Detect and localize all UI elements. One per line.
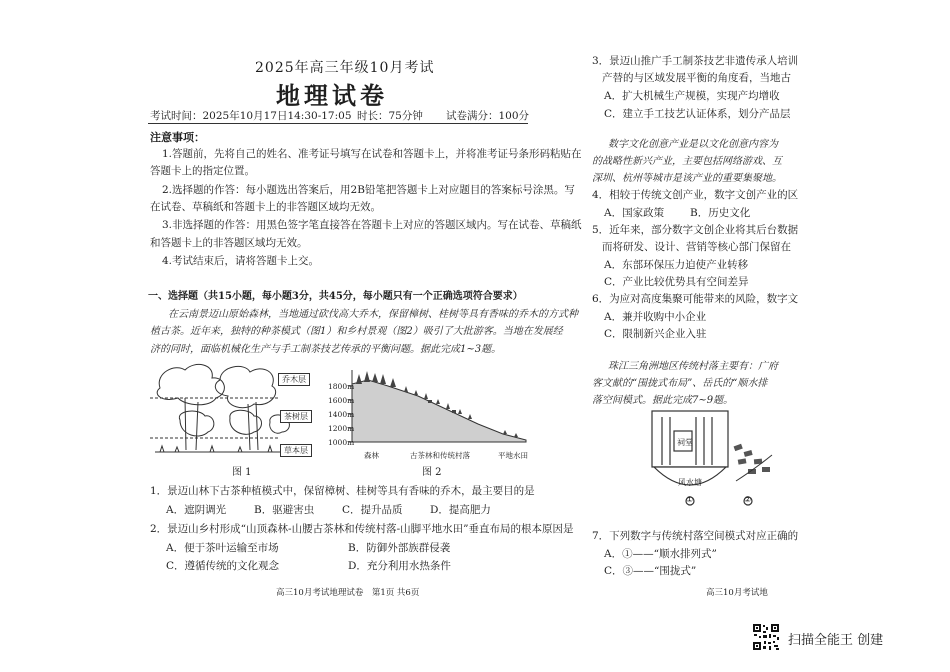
question-7-stem: 7．下列数字与传统村落空间模式对应正确的 [592, 530, 799, 542]
notice-line: 2.选择题的作答：每小题选出答案后，用2B铅笔把答题卡上对应题目的答案标号涂黑。写 [162, 184, 575, 196]
question-2-option: D．充分利用水热条件 [348, 560, 451, 572]
zone-label-paddy: 平地水田 [498, 451, 528, 460]
notice-line: 和答题卡上的非答题区域均无效。 [150, 237, 308, 249]
subject-title: 地理试卷 [276, 81, 388, 110]
altitude-label: 1600m [328, 396, 355, 405]
question-2-stem: 2．景迈山乡村形成“山顶森林-山腰古茶林和传统村落-山脚平地水田”垂直布局的根本原因是 [150, 523, 574, 535]
intro-line: 植古茶。近年来，独特的种茶模式（图1）和乡村景观（图2）吸引了大批游客。当地在发展经 [150, 326, 563, 337]
notice-line: 在试卷、草稿纸和答题卡上的非答题区域均无效。 [150, 201, 381, 213]
notice-line: 答题卡上的指定位置。 [150, 165, 255, 177]
altitude-label: 1000m [328, 438, 355, 447]
altitude-label: 1800m [328, 382, 355, 391]
village-layout-diagram [640, 405, 780, 509]
passage-3-line: 客文献的“围拢式布局”、岳氏的“顺水排 [592, 378, 768, 389]
full-score: 试卷满分：100分 [446, 110, 530, 122]
layer-label-tea: 茶树层 [280, 410, 312, 423]
question-5-stem: 5．近年来，部分数字文创企业将其后台数据 [592, 224, 799, 236]
passage-3-line: 珠江三角洲地区传统村落主要有：广府 [608, 361, 778, 372]
exam-duration: 时长：75分钟 [357, 110, 423, 122]
question-1-option: A．遮阴调光 [166, 504, 227, 516]
question-2-option: B．防御外部族群侵袭 [348, 542, 451, 554]
question-6-stem: 6．为应对高度集聚可能带来的风险，数字文 [592, 293, 799, 305]
figure-1-tea-forest-layers [150, 358, 320, 462]
notice-line: 3.非选择题的作答：用黑色签字笔直接答在答题卡上对应的答题区域内。写在试卷、草稿纸 [162, 219, 582, 231]
question-1-option: D．提高肥力 [430, 504, 491, 516]
passage-2-line: 数字文化创意产业是以文化创意内容为 [608, 139, 778, 150]
section-heading: 一、选择题（共15小题，每小题3分，共45分，每小题只有一个正确选项符合要求） [148, 291, 523, 302]
question-4-option: A．国家政策 [604, 207, 665, 219]
question-5-stem: 而将研发、设计、营销等核心部门保留在 [602, 241, 791, 253]
figure-2-vertical-profile [328, 366, 528, 464]
question-1-option: B．驱避害虫 [254, 504, 315, 516]
figure-1-caption: 图 1 [232, 467, 252, 478]
exam-time: 考试时间：2025年10月17日14:30-17:05 [150, 110, 352, 122]
exam-title: 2025年高三年级10月考试 [255, 60, 435, 76]
label-ancestral-hall: 祠堂 [677, 438, 693, 447]
question-7-option: A．①——“顺水排列式” [604, 548, 717, 560]
question-3-line: 产替的与区域发展平衡的角度看，当地古 [602, 72, 791, 84]
question-4-stem: 4．相较于传统文创产业，数字文创产业的区 [592, 189, 799, 201]
layer-label-herb: 草本层 [280, 444, 312, 457]
question-5-option: C．产业比较优势具有空间差异 [604, 276, 749, 288]
mountain-profile-chart [328, 366, 528, 452]
question-3-line: 3．景迈山推广手工制茶技艺非遗传承人培训 [592, 55, 799, 67]
altitude-label: 1400m [328, 410, 355, 419]
passage-3-line: 落空间模式。据此完成7~9题。 [592, 395, 734, 406]
header-rule [148, 123, 528, 124]
label-fengshui-pond: 风水塘 [678, 478, 702, 487]
question-3-option: C．建立手工技艺认证体系，划分产品层 [604, 108, 791, 120]
passage-2-line: 深圳、杭州等城市是该产业的重要集聚地。 [592, 173, 782, 184]
intro-line: 在云南景迈山原始森林，当地通过砍伐高大乔木，保留樟树、桂树等具有香味的乔木的方式种 [168, 309, 578, 320]
figure-3-village-layouts [640, 405, 780, 509]
zone-label-forest: 森林 [364, 451, 379, 460]
altitude-label: 1200m [328, 424, 355, 433]
left-page-footer: 高三10月考试地理试卷 第1页 共6页 [276, 588, 420, 598]
notice-line: 4.考试结束后，请将答题卡上交。 [162, 255, 320, 267]
question-7-option: C．③——“围拢式” [604, 565, 697, 577]
watermark-text: 扫描全能王 创建 [788, 633, 884, 648]
question-5-option: A．东部环保压力迫使产业转移 [604, 259, 749, 271]
question-2-option: C．遵循传统的文化观念 [166, 560, 280, 572]
notice-heading: 注意事项： [150, 131, 205, 144]
intro-line: 济的同时，面临机械化生产与手工制茶技艺传承的平衡问题。据此完成1~3题。 [150, 344, 502, 355]
figure-2-caption: 图 2 [422, 467, 442, 478]
question-2-option: A．便于茶叶运输至市场 [166, 542, 279, 554]
question-3-option: A．扩大机械生产规模，实现产均增收 [604, 90, 780, 102]
notice-line: 1.答题前，先将自己的姓名、准考证号填写在试卷和答题卡上，并将准考证号条形码粘贴在 [162, 148, 582, 160]
question-1-stem: 1．景迈山林下古茶种植模式中，保留樟树、桂树等具有香味的乔木，最主要目的是 [150, 485, 535, 497]
label-layout-1: ① [686, 495, 694, 504]
qr-code-icon [752, 623, 780, 651]
layer-label-canopy: 乔木层 [278, 373, 310, 386]
question-4-option: B．历史文化 [690, 207, 751, 219]
label-layout-2: ② [744, 495, 752, 504]
passage-2-line: 的战略性新兴产业，主要包括网络游戏、互 [592, 156, 782, 167]
question-6-option: A．兼并收购中小企业 [604, 311, 707, 323]
question-1-option: C．提升品质 [342, 504, 403, 516]
zone-label-village: 古茶林和传统村落 [410, 451, 470, 460]
question-6-option: C．限制新兴企业入驻 [604, 328, 707, 340]
right-page-footer: 高三10月考试地 [706, 588, 768, 598]
